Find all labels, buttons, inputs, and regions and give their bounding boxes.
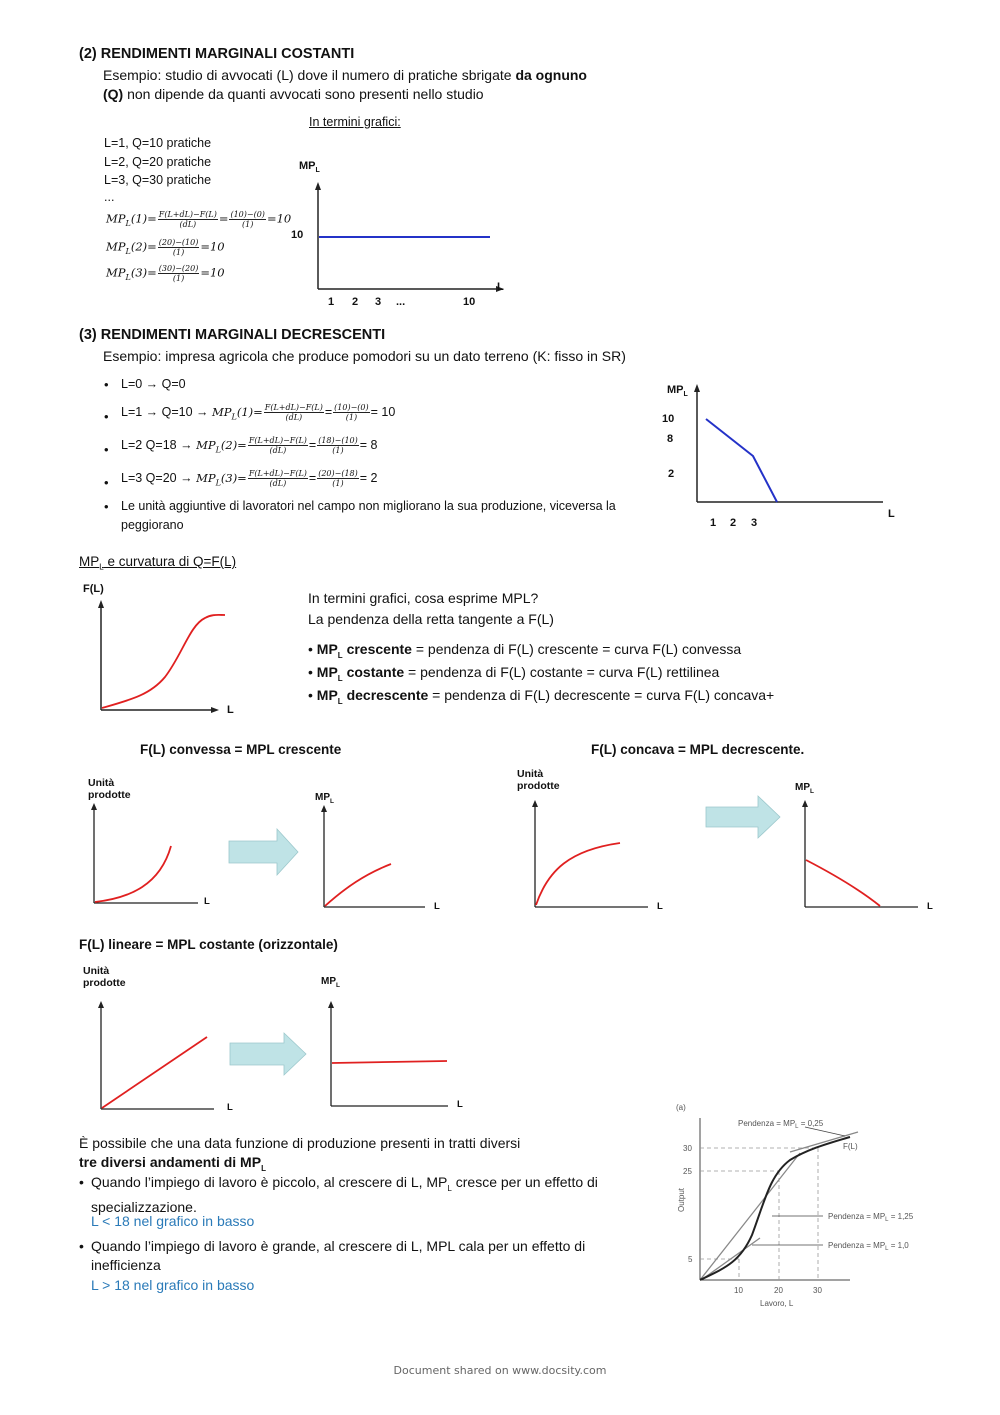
chart3-ylabel: F(L)	[83, 583, 104, 595]
closing-line2: tre diversi andamenti di $MP_L$	[79, 1154, 266, 1173]
chart1-ytick: 10	[291, 229, 304, 241]
concave-mpl-label: $MP_L$	[795, 782, 814, 795]
closing-line1: È possibile che una data funzione di produzione presenti in tratti diversi	[79, 1135, 521, 1151]
footer-text: Document shared on www.docsity.com	[393, 1364, 607, 1377]
bullet-dot: •	[104, 377, 109, 392]
curvature-question: In termini grafici, cosa esprime MPL?	[308, 590, 539, 606]
example-text: Esempio: studio di avvocati (L) dove il numero di pratiche sbrigate	[103, 67, 516, 83]
xtick: 10	[734, 1286, 743, 1295]
f-l-curve	[700, 1137, 850, 1280]
chart2-ytick: 2	[668, 468, 675, 480]
section3-example: Esempio: impresa agricola che produce pomodori su un dato terreno (K: fisso in SR)	[103, 348, 626, 364]
chart1-xtick: 1	[328, 296, 335, 308]
curve-label: F(L)	[843, 1142, 858, 1151]
linear-title: F(L) lineare = MPL costante (orizzontale)	[79, 937, 338, 952]
chart1-xtick: 10	[463, 296, 476, 308]
equation-1: $MP_L(1)=$ $\frac{F(L+dL)-F(L)}{(dL)}$ = $\frac{(10)-(0)}{(1)}$ =10	[106, 210, 292, 229]
closing-note-1: L < 18 nel grafico in basso	[91, 1213, 255, 1229]
chart2-xtick: 1	[710, 517, 717, 529]
equation-2: $MP_L(2)=$ $\frac{(20)-(10)}{(1)}$ =10	[106, 238, 225, 257]
section2-title: (2) RENDIMENTI MARGINALI COSTANTI	[79, 46, 355, 62]
chart2-ylabel: $MP_L$	[667, 384, 688, 399]
s3-bullet-4: L=3 $Q=20 \to MP_L(3)=$ $\frac{F(L+dL)-F(L)}{(dL)}$ = $\frac{(20)-(18)}{(1)}$ = 2	[121, 469, 378, 489]
xtick: 30	[813, 1286, 822, 1295]
x-label: L	[434, 901, 440, 912]
chart2-xlabel: L	[888, 508, 895, 520]
chart2-ytick: 8	[667, 433, 674, 445]
leader	[805, 1127, 845, 1136]
closing-bullet-1: Quando l’impiego di lavoro è piccolo, al crescere di L, $MP_L$ cresce per un effetto di specializzazione.	[91, 1174, 598, 1215]
s3-bullet-5: Le unità aggiuntive di lavoratori nel campo non migliorano la sua produzione, viceversa la peggiorano	[121, 499, 616, 532]
xtick: 20	[774, 1286, 783, 1295]
chart1-ylabel: $MP_L$	[299, 160, 320, 175]
chart1-xtick: 2	[352, 296, 359, 308]
tangent-1-25	[700, 1153, 800, 1280]
curvature-item: • $MP_L$ crescente = pendenza di F(L) crescente = curva F(L) convessa	[308, 641, 742, 660]
bullet-dot: •	[104, 409, 109, 424]
curvature-item: • $MP_L$ decrescente = pendenza di F(L) decrescente = curva F(L) concava+	[308, 687, 775, 706]
list-item: L=1, Q=10 pratiche	[104, 136, 212, 150]
chart2-xtick: 2	[730, 517, 737, 529]
curvature-item: • $MP_L$ costante = pendenza di F(L) costante = curva F(L) rettilinea	[308, 664, 720, 683]
concave-title: F(L) concava = MPL decrescente.	[591, 742, 805, 757]
chart2-xtick: 3	[751, 517, 758, 529]
equation-3: $MP_L(3)=$ $\frac{(30)-(20)}{(1)}$ =10	[106, 264, 225, 283]
linear-units-label: Unità prodotte	[83, 965, 126, 989]
list-item: ...	[104, 189, 115, 204]
bullet-dot: •	[104, 442, 109, 457]
ytick: 25	[683, 1167, 692, 1176]
list-item: L=3, Q=30 pratiche	[104, 173, 212, 187]
annotation-3: Pendenza = $MP_L = 1,0$	[828, 1241, 909, 1252]
panel-label: (a)	[676, 1103, 686, 1112]
graph-caption: In termini grafici:	[309, 115, 401, 129]
example-text-2: non dipende da quanti avvocati sono presenti nello studio	[123, 86, 484, 102]
annotation-1: Pendenza = $MP_L = 0,25$	[738, 1119, 824, 1130]
bullet-dot: •	[104, 475, 109, 490]
y-axis-label: Output	[677, 1187, 686, 1212]
list-item: L=2, Q=20 pratiche	[104, 154, 212, 169]
x-axis-label: Lavoro, L	[760, 1299, 794, 1308]
x-label: L	[457, 1099, 463, 1110]
bullet-dot: •	[79, 1174, 84, 1190]
s3-bullet-3: L=2 $Q=18 \to MP_L(2)=$ $\frac{F(L+dL)-F(L)}{(dL)}$ = $\frac{(18)-(10)}{(1)}$ = 8	[121, 436, 378, 456]
convex-mpl-label: $MP_L$	[315, 792, 334, 805]
example-bold: da ognuno	[515, 67, 587, 83]
curvature-heading: $MP_L$ e curvatura di Q=F(L)	[79, 554, 237, 572]
chart1-xtick: 3	[375, 296, 382, 308]
convex-title: F(L) convessa = MPL crescente	[140, 742, 342, 757]
bullet-dot: •	[79, 1238, 84, 1254]
concave-units-label: Unità prodotte	[517, 768, 560, 792]
chart2-ytick: 10	[662, 413, 675, 425]
ytick: 5	[688, 1255, 693, 1264]
chart3-xlabel: L	[227, 704, 234, 716]
chart1-xtick: ...	[396, 296, 406, 308]
x-label: L	[927, 901, 933, 912]
convex-units-label: Unità prodotte	[88, 777, 131, 801]
x-label: L	[657, 901, 663, 912]
tangent-1-0	[704, 1238, 760, 1278]
closing-bullet-2: Quando l’impiego di lavoro è grande, al crescere di L, MPL cala per un effetto di inefficienza	[91, 1238, 586, 1273]
closing-note-2: L > 18 nel grafico in basso	[91, 1277, 255, 1293]
curvature-answer: La pendenza della retta tangente a F(L)	[308, 611, 554, 627]
bullet-dot: •	[104, 499, 109, 514]
s3-bullet-1: L=0 → Q=0	[121, 377, 186, 391]
chart1-xlabel: L	[497, 281, 504, 293]
example-bold-q: (Q)	[103, 86, 124, 102]
x-label: L	[204, 896, 210, 907]
annotation-2: Pendenza = $MP_L = 1,25$	[828, 1212, 914, 1223]
s3-bullet-2: $L=1 \to Q=10 \to MP_L(1)=$ $\frac{F(L+dL)-F(L)}{(dL)}$ = $\frac{(10)-(0)}{(1)}$ = 10	[121, 403, 396, 423]
linear-mpl-label: $MP_L$	[321, 976, 340, 989]
section3-title: (3) RENDIMENTI MARGINALI DECRESCENTI	[79, 327, 386, 343]
x-label: L	[227, 1102, 233, 1113]
ytick: 30	[683, 1144, 692, 1153]
